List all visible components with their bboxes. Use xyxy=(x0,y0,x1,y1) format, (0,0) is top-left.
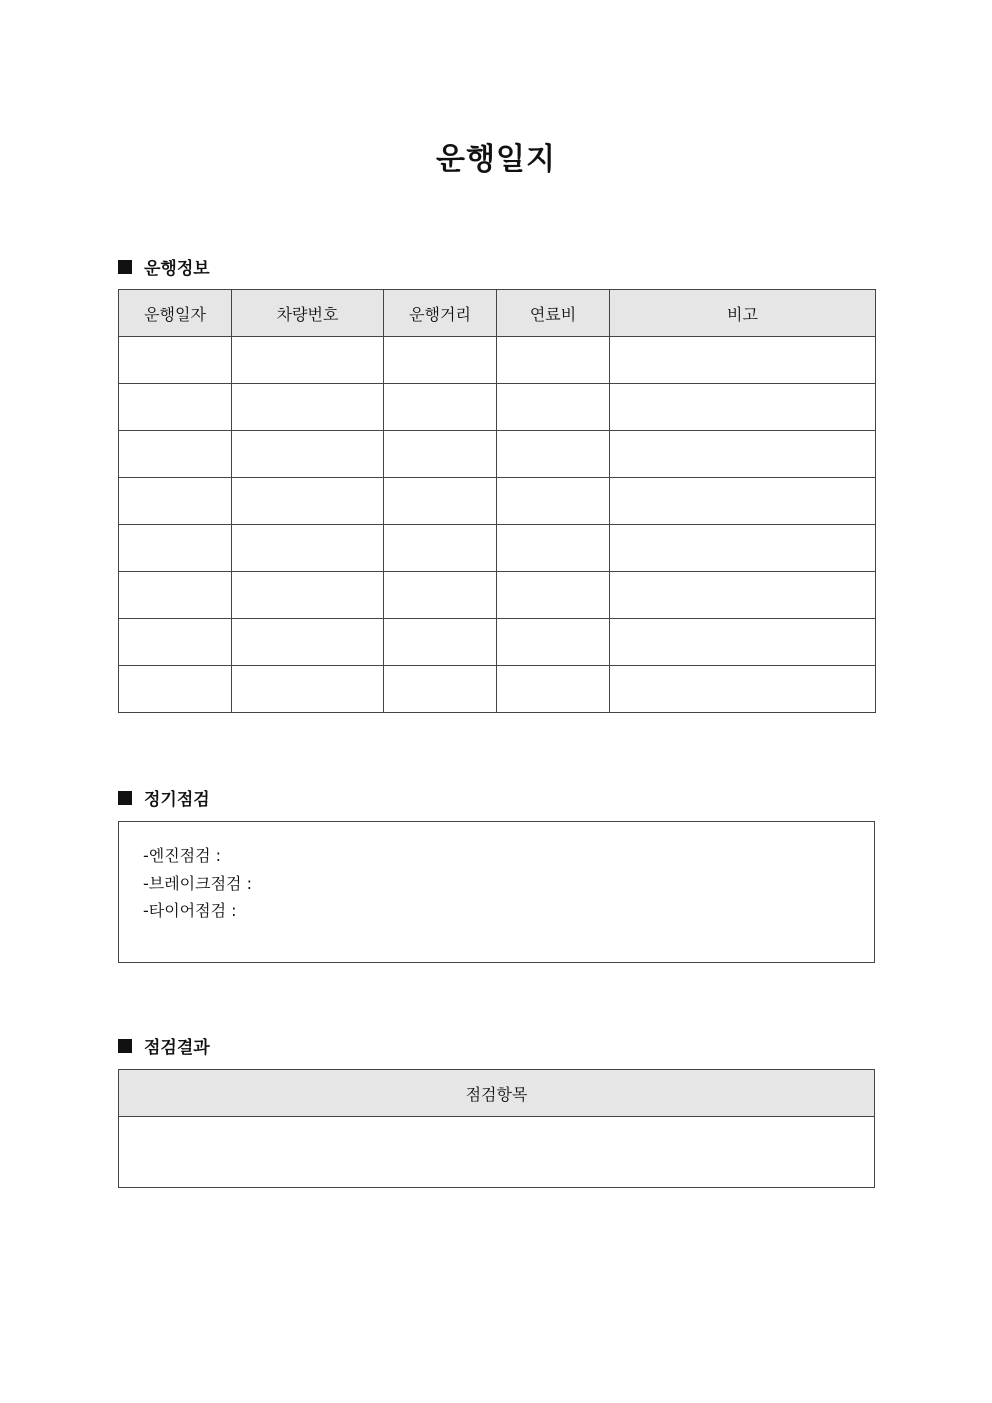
table-cell[interactable] xyxy=(384,431,497,478)
table-cell[interactable] xyxy=(497,431,610,478)
table-cell[interactable] xyxy=(232,337,384,384)
table-cell[interactable] xyxy=(384,525,497,572)
table-header-row xyxy=(119,1070,875,1117)
table-cell[interactable] xyxy=(610,619,876,666)
table-cell[interactable] xyxy=(232,666,384,713)
table-cell[interactable] xyxy=(232,431,384,478)
table-cell[interactable] xyxy=(610,572,876,619)
table-row xyxy=(119,337,876,384)
table-cell[interactable] xyxy=(497,619,610,666)
table-cell[interactable] xyxy=(610,525,876,572)
table-cell[interactable] xyxy=(119,384,232,431)
column-header-date: 운행일자 xyxy=(119,290,232,337)
table-row xyxy=(119,572,876,619)
table-cell[interactable] xyxy=(384,572,497,619)
black-square-icon xyxy=(118,260,132,274)
table-cell[interactable] xyxy=(119,525,232,572)
table-cell[interactable] xyxy=(610,337,876,384)
inspection-item-brake: -브레이크점검 : xyxy=(143,873,252,893)
table-row xyxy=(119,525,876,572)
table-cell[interactable] xyxy=(497,572,610,619)
section-heading-result xyxy=(118,1033,210,1058)
table-cell[interactable] xyxy=(384,619,497,666)
table-row xyxy=(119,478,876,525)
section-heading-label: 점검결과 xyxy=(144,1038,210,1058)
black-square-icon xyxy=(118,1039,132,1053)
table-cell[interactable] xyxy=(119,572,232,619)
column-header-inspection-item: 점검항목 xyxy=(119,1070,875,1117)
table-cell[interactable] xyxy=(497,384,610,431)
table-cell[interactable] xyxy=(232,384,384,431)
table-cell[interactable] xyxy=(232,478,384,525)
inspection-item-engine: -엔진점검 : xyxy=(143,846,222,865)
section-heading-operation xyxy=(118,254,210,279)
table-row xyxy=(119,619,876,666)
table-cell[interactable] xyxy=(119,478,232,525)
page-title: 운행일지 xyxy=(436,142,556,177)
result-table xyxy=(118,1069,875,1188)
table-cell[interactable] xyxy=(232,619,384,666)
table-cell[interactable] xyxy=(119,431,232,478)
table-cell[interactable] xyxy=(384,337,497,384)
section-heading-label: 운행정보 xyxy=(144,259,210,279)
table-cell[interactable] xyxy=(610,666,876,713)
table-cell[interactable] xyxy=(497,666,610,713)
table-row xyxy=(119,431,876,478)
table-row xyxy=(119,1117,875,1188)
black-square-icon xyxy=(118,791,132,805)
table-row xyxy=(119,384,876,431)
table-header-row xyxy=(119,290,876,337)
inspection-list xyxy=(119,822,874,925)
column-header-remarks: 비고 xyxy=(610,290,876,337)
inspection-item-tire: -타이어점검 : xyxy=(143,901,237,920)
table-cell[interactable] xyxy=(384,384,497,431)
column-header-distance: 운행거리 xyxy=(384,290,497,337)
table-cell[interactable] xyxy=(384,666,497,713)
table-cell[interactable] xyxy=(119,337,232,384)
column-header-vehicle-number: 차량번호 xyxy=(232,290,384,337)
table-cell[interactable] xyxy=(497,478,610,525)
table-cell[interactable] xyxy=(119,1117,875,1188)
section-heading-label: 정기점검 xyxy=(144,790,210,810)
table-cell[interactable] xyxy=(610,431,876,478)
table-cell[interactable] xyxy=(610,384,876,431)
column-header-fuel-cost: 연료비 xyxy=(497,290,610,337)
table-cell[interactable] xyxy=(232,572,384,619)
table-cell[interactable] xyxy=(232,525,384,572)
operation-table xyxy=(118,289,876,713)
table-cell[interactable] xyxy=(497,525,610,572)
table-cell[interactable] xyxy=(497,337,610,384)
table-cell[interactable] xyxy=(384,478,497,525)
inspection-box xyxy=(118,821,875,963)
table-cell[interactable] xyxy=(119,619,232,666)
table-cell[interactable] xyxy=(119,666,232,713)
section-heading-inspection xyxy=(118,785,210,810)
table-cell[interactable] xyxy=(610,478,876,525)
table-row xyxy=(119,666,876,713)
